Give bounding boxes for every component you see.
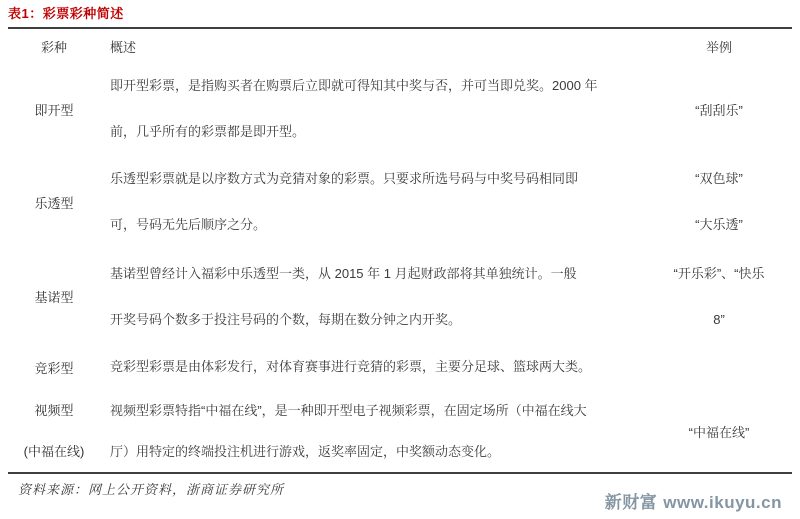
summary-cell <box>110 344 646 390</box>
table-row-keno <box>8 249 792 344</box>
example-value: “刮刮乐” <box>695 102 743 118</box>
example-value: “双色球” <box>695 171 743 186</box>
row-label: 竞彩型 <box>34 360 74 376</box>
column-header-summary: 概述 <box>110 39 137 55</box>
row-label-cell <box>8 390 100 472</box>
row-label: 视频型 <box>34 403 74 418</box>
row-label: 即开型 <box>34 102 74 118</box>
watermark-brand: 新财富 <box>604 493 658 512</box>
example-cell <box>646 156 792 248</box>
table-bottom-border <box>8 472 792 474</box>
summary-line: 基诺型曾经计入福彩中乐透型一类，从 2015 年 1 月起财政部将其单独统计。一般 <box>110 265 577 281</box>
row-label-cell <box>8 287 100 306</box>
table-row-video <box>8 390 792 472</box>
row-label: (中福在线) <box>23 444 85 459</box>
source-note: 资料来源：网上公开资料，浙商证券研究所 <box>18 482 285 497</box>
summary-line: 即开型彩票，是指购买者在购票后立即就可得知其中奖与否，并可当即兑奖。2000 年 <box>110 78 598 93</box>
example-cell <box>646 100 792 119</box>
example-cell <box>646 422 792 441</box>
row-label-cell <box>8 193 100 212</box>
example-value: “大乐透” <box>695 217 743 232</box>
table-header-row <box>8 29 792 63</box>
column-header-type: 彩种 <box>40 39 67 55</box>
summary-cell <box>110 390 646 472</box>
summary-line: 竞彩型彩票是由体彩发行，对体育赛事进行竞猜的彩票，主要分足球、篮球两大类。 <box>110 359 592 374</box>
example-value: “中福在线” <box>688 424 750 440</box>
summary-line: 乐透型彩票就是以序数方式为竞猜对象的彩票。只要求所选号码与中奖号码相同即 <box>110 171 579 186</box>
lottery-type-table <box>8 29 792 472</box>
summary-line: 可，号码无先后顺序之分。 <box>110 217 267 232</box>
table-row-instant <box>8 63 792 155</box>
summary-cell <box>110 156 646 248</box>
summary-cell <box>110 63 646 155</box>
watermark-url: www.ikuyu.cn <box>663 493 782 512</box>
example-value: 8” <box>713 311 725 327</box>
watermark <box>605 488 782 513</box>
row-label: 基诺型 <box>34 290 74 305</box>
table-title: 表1：彩票彩种简述 <box>8 6 124 21</box>
row-label: 乐透型 <box>34 195 74 211</box>
column-header-example: 举例 <box>705 39 732 55</box>
row-label-cell <box>8 358 100 377</box>
summary-line: 前，几乎所有的彩票都是即开型。 <box>110 124 306 139</box>
summary-cell <box>110 251 646 343</box>
summary-line: 视频型彩票特指“中福在线”，是一种即开型电子视频彩票，在固定场所（中福在线大 <box>110 403 587 418</box>
example-cell <box>646 251 792 343</box>
row-label-cell <box>8 100 100 119</box>
table-row-lotto <box>8 155 792 249</box>
summary-line: 开奖号码个数多于投注号码的个数，每期在数分钟之内开奖。 <box>110 311 462 327</box>
table-row-sports <box>8 344 792 390</box>
summary-line: 厅）用特定的终端投注机进行游戏，返奖率固定，中奖额动态变化。 <box>110 444 501 459</box>
example-value: “开乐彩”、“快乐 <box>673 265 765 281</box>
